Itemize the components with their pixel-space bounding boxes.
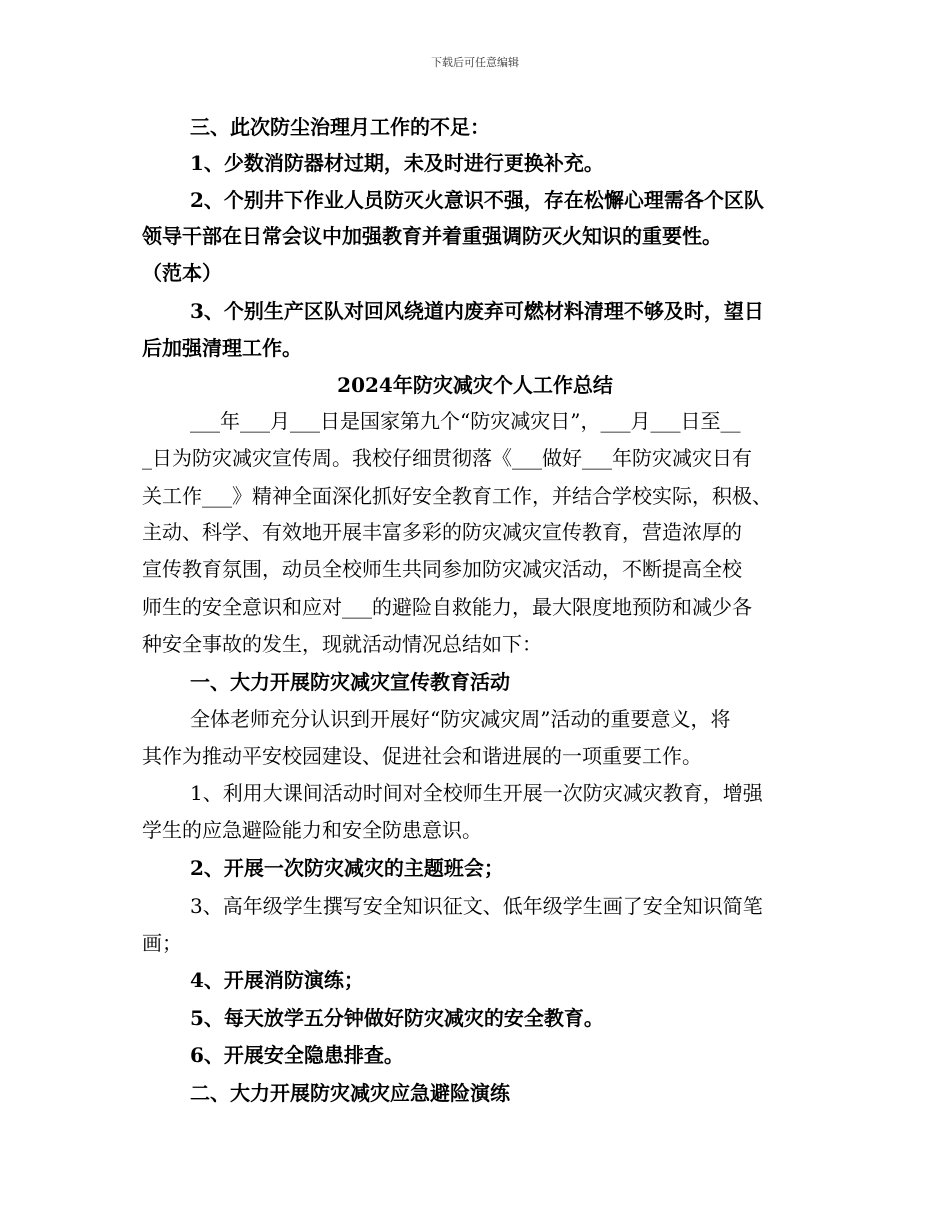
list-item: 2、开展一次防灾减灾的主题班会； xyxy=(190,856,504,880)
list-item: 6、开展安全隐患排查。 xyxy=(190,1043,404,1067)
list-item: 3、高年级学生撰写安全知识征文、低年级学生画了安全知识简笔 xyxy=(190,894,763,918)
section-heading: 一、大力开展防灾减灾宣传教育活动 xyxy=(190,670,510,694)
paragraph-line: 主动、科学、有效地开展丰富多彩的防灾减灾宣传教育，营造浓厚的 xyxy=(142,520,742,544)
paragraph-line: 种安全事故的发生，现就活动情况总结如下： xyxy=(142,632,542,656)
list-item: 2、个别井下作业人员防灭火意识不强，存在松懈心理需各个区队 xyxy=(190,188,764,212)
paragraph-line: （范本） xyxy=(142,261,222,285)
section-heading: 二、大力开展防灾减灾应急避险演练 xyxy=(190,1081,510,1105)
paragraph-line: 领导干部在日常会议中加强教育并着重强调防灭火知识的重要性。 xyxy=(142,224,722,248)
paragraph-line: 师生的安全意识和应对___的避险自救能力，最大限度地预防和减少各 xyxy=(142,595,752,619)
paragraph-line: 后加强清理工作。 xyxy=(142,336,302,360)
paragraph-line: 全体老师充分认识到开展好“防灾减灾周”活动的重要意义，将 xyxy=(190,707,731,731)
document-title: 2024年防灾减灾个人工作总结 xyxy=(337,373,613,397)
list-item: 3、个别生产区队对回风绕道内废弃可燃材料清理不够及时，望日 xyxy=(190,299,764,323)
paragraph-line: 学生的应急避险能力和安全防患意识。 xyxy=(142,818,482,842)
page-header: 下载后可任意编辑 xyxy=(431,56,519,69)
list-item: 4、开展消防演练； xyxy=(190,968,364,992)
list-item: 5、每天放学五分钟做好防灾减灾的安全教育。 xyxy=(190,1006,604,1030)
paragraph-line: 其作为推动平安校园建设、促进社会和谐进展的一项重要工作。 xyxy=(142,744,702,768)
paragraph-line: ___年___月___日是国家第九个“防灾减灾日”，___月___日至__ xyxy=(190,409,741,433)
section-heading: 三、此次防尘治理月工作的不足： xyxy=(190,115,490,139)
list-item: 1、少数消防器材过期，未及时进行更换补充。 xyxy=(190,151,604,175)
paragraph-line: 关工作___》精神全面深化抓好安全教育工作，并结合学校实际，积极、 xyxy=(142,484,772,508)
paragraph-line: 画； xyxy=(142,931,182,955)
paragraph-line: 宣传教育氛围，动员全校师生共同参加防灾减灾活动，不断提高全校 xyxy=(142,557,742,581)
paragraph-line: _日为防灾减灾宣传周。我校仔细贯彻落《___做好___年防灾减灾日有 xyxy=(142,446,752,470)
list-item: 1、利用大课间活动时间对全校师生开展一次防灾减灾教育，增强 xyxy=(190,781,763,805)
